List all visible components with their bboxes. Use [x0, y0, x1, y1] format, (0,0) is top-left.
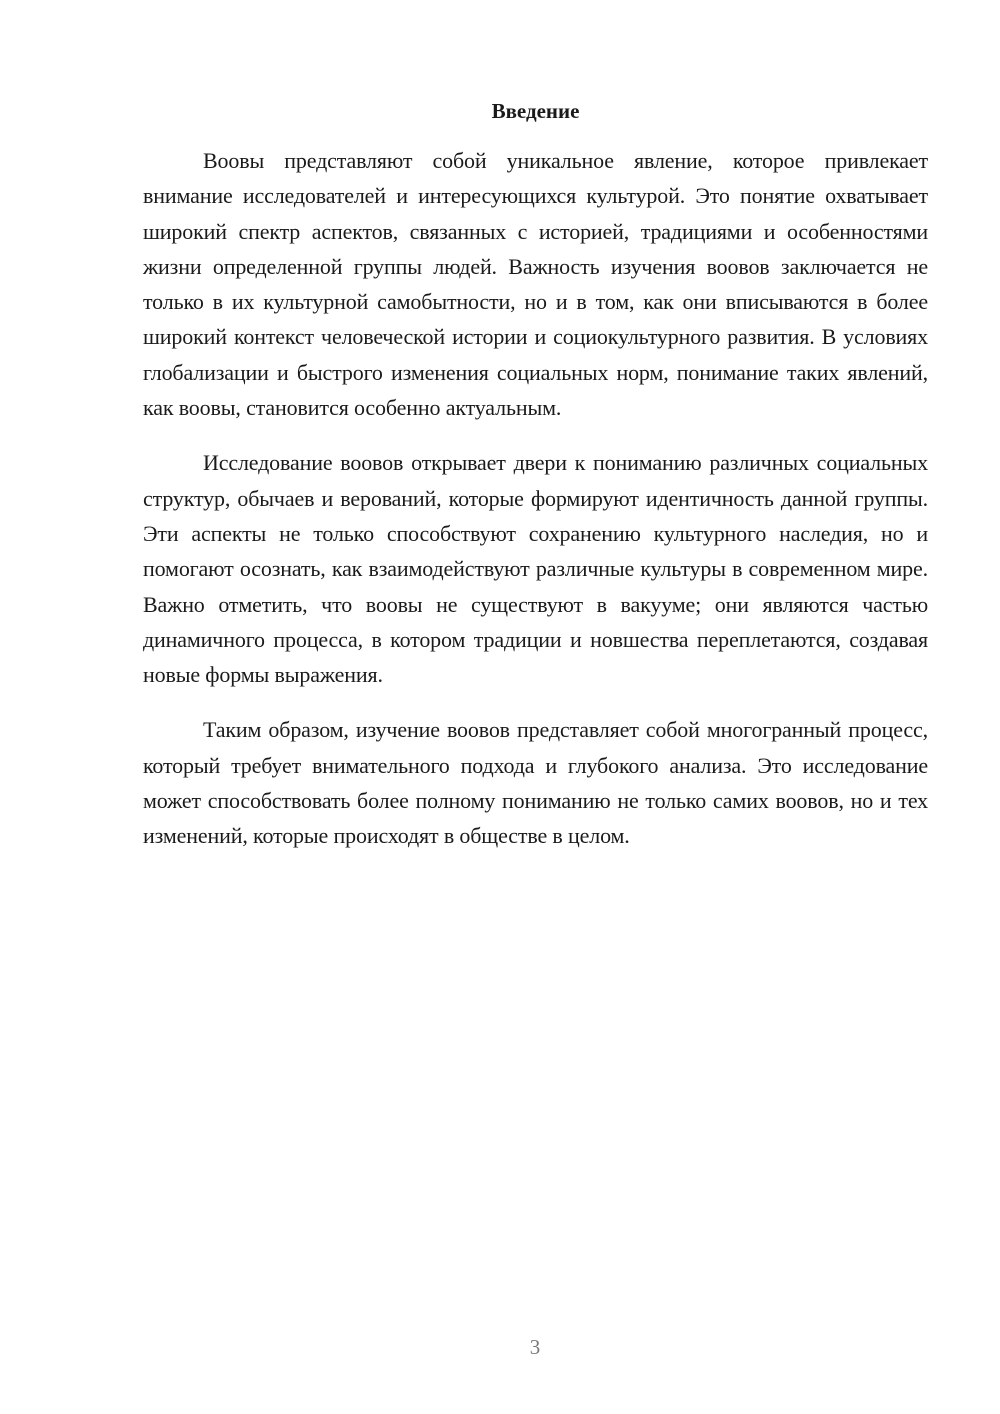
section-title: Введение: [491, 99, 580, 123]
paragraph-2: Исследование воовов открывает двери к пониманию различных социальных структур, обычаев и верований, которые формируют идентичность данной группы. Эти аспекты не только способствуют сохранению культурного наследия, но и помогают осознать, как взаимодействуют различные культуры в современном мире. Важно отметить, что воовы не существуют в вакууме; они являются частью динамичного процесса, в котором традиции и новшества переплетаются, создавая новые формы выражения.: [143, 450, 928, 688]
page-number: 3: [529, 1335, 541, 1359]
paragraph-3: Таким образом, изучение воовов представляет собой многогранный процесс, который требует внимательного подхода и глубокого анализа. Это исследование может способствовать более полному пониманию не только самих воовов, но и тех изменений, которые происходят в обществе в целом.: [143, 717, 928, 849]
paragraph-1: Воовы представляют собой уникальное явление, которое привлекает внимание исследователей и интересующихся культурой. Это понятие охватывает широкий спектр аспектов, связанных с историей, традициями и особенностями жизни определенной группы людей. Важность изучения воовов заключается не только в их культурной самобытности, но и в том, как они вписываются в более широкий контекст человеческой истории и социокультурного развития. В условиях глобализации и быстрого изменения социальных норм, понимание таких явлений, как воовы, становится особенно актуальным.: [143, 148, 928, 421]
section-body: [143, 143, 928, 874]
